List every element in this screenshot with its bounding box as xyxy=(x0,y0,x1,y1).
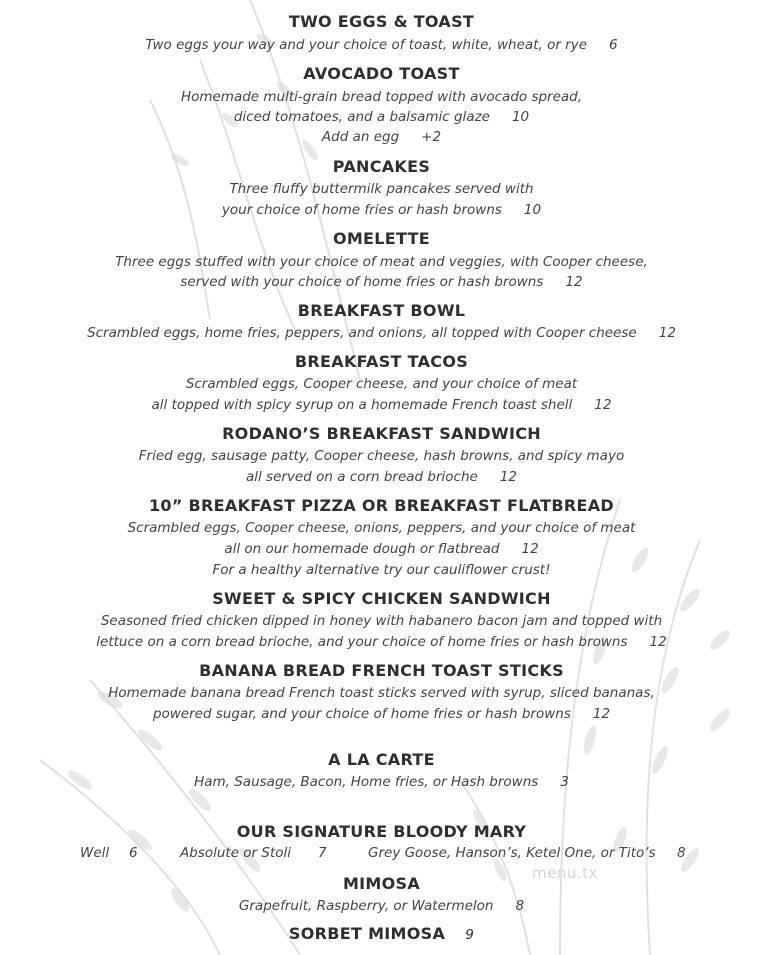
item-title: RODANO’S BREAKFAST SANDWICH xyxy=(222,424,541,443)
item-price: 3 xyxy=(560,774,569,790)
item-title: BREAKFAST BOWL xyxy=(297,301,466,320)
item-price: 12 xyxy=(594,397,612,413)
item-price: 9 xyxy=(465,927,475,943)
item-line: Homemade banana bread French toast sticks served with syrup, sliced bananas, xyxy=(108,685,655,701)
item-line: powered sugar, and your choice of home fries or hash browns xyxy=(152,706,571,722)
item-description xyxy=(0,612,763,630)
item-description xyxy=(0,180,763,198)
item-line: served with your choice of home fries or hash browns xyxy=(180,274,544,290)
item-title: OMELETTE xyxy=(332,229,431,248)
item-price: 10 xyxy=(511,109,530,125)
item-price: 12 xyxy=(649,634,667,650)
item-price: 12 xyxy=(592,706,611,722)
item-line: Fried egg, sausage patty, Cooper cheese, hash browns, and spicy mayo xyxy=(138,448,625,464)
item-line: Three fluffy buttermilk pancakes served with xyxy=(229,181,534,197)
item-title: AVOCADO TOAST xyxy=(303,64,460,83)
option-price: 8 xyxy=(677,845,686,861)
item-line: lettuce on a corn bread brioche, and your choice of home fries or hash browns xyxy=(96,634,628,650)
a-la-carte-description xyxy=(0,773,763,791)
item-description xyxy=(0,201,763,219)
bloody-mary-options xyxy=(0,845,763,865)
item-line: Homemade multi-grain bread topped with avocado spread, xyxy=(180,89,583,105)
watermark-logo: menu.tx xyxy=(532,864,598,882)
bloody-mary-title: OUR SIGNATURE BLOODY MARY xyxy=(236,822,527,841)
item-description xyxy=(0,375,763,393)
item-line: Two eggs your way and your choice of toast, white, wheat, or rye xyxy=(145,37,588,53)
option-price: 7 xyxy=(318,845,327,861)
item-title: TWO EGGS & TOAST xyxy=(288,12,475,31)
item-addon xyxy=(0,128,763,146)
item-price: 12 xyxy=(521,541,539,557)
option-name: Well xyxy=(80,845,110,861)
item-line: SORBET MIMOSA xyxy=(288,924,446,943)
item-description xyxy=(0,447,763,465)
sorbet-mimosa-title xyxy=(0,924,763,945)
option-name: Grey Goose, Hanson’s, Ketel One, or Tito’s xyxy=(368,845,656,861)
item-description xyxy=(0,273,763,291)
item-title: BANANA BREAD FRENCH TOAST STICKS xyxy=(199,661,564,680)
item-line: all topped with spicy syrup on a homemade French toast shell xyxy=(151,397,573,413)
item-line: diced tomatoes, and a balsamic glaze xyxy=(233,109,490,125)
item-price: 12 xyxy=(499,469,518,485)
item-title: PANCAKES xyxy=(332,157,431,176)
item-description xyxy=(0,540,763,558)
item-price: 12 xyxy=(565,274,583,290)
item-line: Add an egg xyxy=(321,129,400,145)
item-line: Grapefruit, Raspberry, or Watermelon xyxy=(238,898,494,914)
a-la-carte-title: A LA CARTE xyxy=(328,750,435,769)
item-price: 8 xyxy=(515,898,525,914)
item-line: your choice of home fries or hash browns xyxy=(221,202,502,218)
item-note xyxy=(0,561,763,579)
item-description xyxy=(0,324,763,342)
item-line: all on our homemade dough or flatbread xyxy=(224,541,500,557)
option-price: 6 xyxy=(129,845,138,861)
item-price: 6 xyxy=(609,37,618,53)
item-description xyxy=(0,705,763,723)
item-title: SWEET & SPICY CHICKEN SANDWICH xyxy=(212,589,551,608)
item-line: For a healthy alternative try our cauliflower crust! xyxy=(212,562,551,578)
item-title: BREAKFAST TACOS xyxy=(294,352,469,371)
item-description xyxy=(0,36,763,54)
item-description xyxy=(0,468,763,486)
item-description xyxy=(0,88,763,106)
mimosa-description xyxy=(0,897,763,915)
item-line: Scrambled eggs, home fries, peppers, and onions, all topped with Cooper cheese xyxy=(87,325,637,341)
option-name: Absolute or Stoli xyxy=(180,845,292,861)
addon-price: +2 xyxy=(421,129,442,145)
mimosa-title: MIMOSA xyxy=(342,874,421,893)
item-line: Ham, Sausage, Bacon, Home fries, or Hash browns xyxy=(194,774,539,790)
item-description xyxy=(0,253,763,271)
item-description xyxy=(0,108,763,126)
item-description xyxy=(0,633,763,651)
item-price: 10 xyxy=(523,202,542,218)
item-line: Scrambled eggs, Cooper cheese, onions, peppers, and your choice of meat xyxy=(127,520,636,536)
item-description xyxy=(0,684,763,702)
item-line: all served on a corn bread brioche xyxy=(245,469,478,485)
item-price: 12 xyxy=(658,325,676,341)
item-line: Scrambled eggs, Cooper cheese, and your choice of meat xyxy=(185,376,578,392)
item-description xyxy=(0,519,763,537)
item-line: Seasoned fried chicken dipped in honey with habanero bacon jam and topped with xyxy=(100,613,663,629)
item-title: 10” BREAKFAST PIZZA OR BREAKFAST FLATBREAD xyxy=(149,496,614,515)
item-description xyxy=(0,396,763,414)
item-line: Three eggs stuffed with your choice of meat and veggies, with Cooper cheese, xyxy=(115,254,648,270)
